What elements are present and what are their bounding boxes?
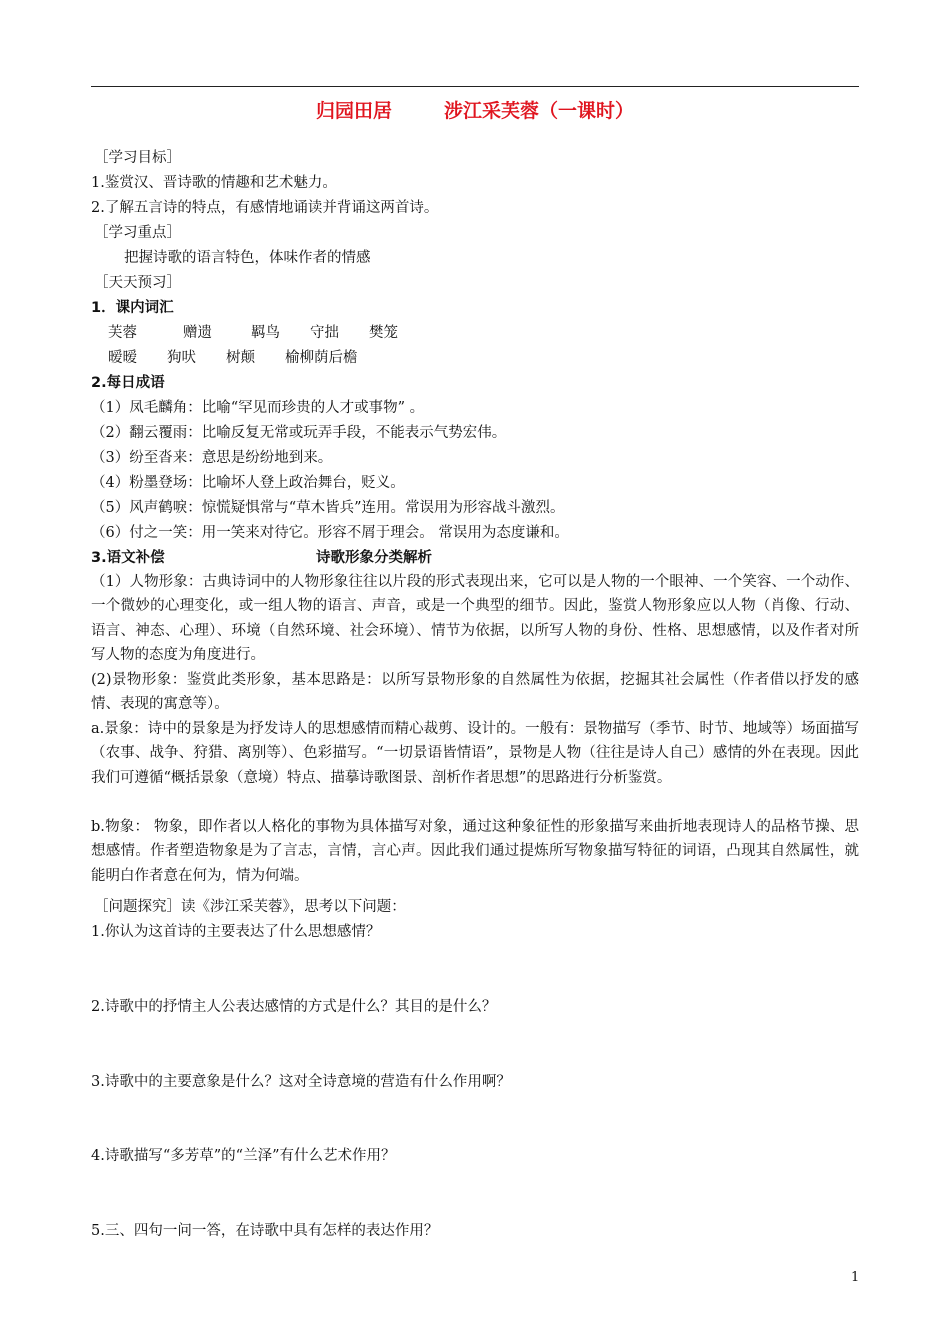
inquiry-heading: ［问题探究］读《涉江采芙蓉》，思考以下问题： — [94, 899, 406, 915]
question-item: 4.诗歌描写“多芳草”的“兰泽”有什么艺术作用？ — [91, 1148, 396, 1164]
title-right: 涉江采芙蓉（一课时） — [444, 100, 635, 122]
vocab-word: 樊笼 — [369, 325, 398, 341]
vocabulary-heading: 1．课内词汇 — [91, 300, 174, 316]
page-title — [0, 96, 950, 123]
question-item: 1.你认为这首诗的主要表达了什么思想感情？ — [91, 924, 381, 940]
idiom-item: （2）翻云覆雨：比喻反复无常或玩弄手段，不能表示气势宏伟。 — [91, 425, 507, 441]
idiom-item: （3）纷至沓来：意思是纷纷地到来。 — [91, 450, 333, 466]
idioms-heading: 2.每日成语 — [91, 375, 165, 391]
paragraph-object: b.物象： 物象，即作者以人格化的事物为具体描写对象，通过这种象征性的形象描写来曲折地表现诗人的品格节操、思想感情。作者塑造物象是为了言志，言情，言心声。因此我们通过提炼所写物象描写特征的词语，凸现其自然属性，就能明白作者意在何为，情为何端。 — [91, 819, 859, 884]
idiom-item: （5）风声鹤唳：惊慌疑惧常与“草木皆兵”连用。常误用为形容战斗激烈。 — [91, 500, 565, 516]
supplement-subtitle: 诗歌形象分类解析 — [316, 550, 432, 566]
vocab-word: 狗吠 — [167, 350, 196, 366]
paragraph-scene: a.景象：诗中的景象是为抒发诗人的思想感情而精心裁剪、设计的。一般有：景物描写（季节、时节、地域等）场面描写（农事、战争、狩猎、离别等）、色彩描写。“一切景语皆情语”，景物是人物（往往是诗人自己）感情的外在表现。因此我们可遵循“概括景象（意境）特点、描摹诗歌图景、剖析作者思想”的思路进行分析鉴赏。 — [91, 721, 859, 786]
vocab-word: 守拙 — [310, 325, 339, 341]
vocab-word: 树颠 — [226, 350, 255, 366]
question-item: 2.诗歌中的抒情主人公表达感情的方式是什么？其目的是什么？ — [91, 999, 497, 1015]
idiom-item: （1）凤毛麟角：比喻“罕见而珍贵的人才或事物” 。 — [91, 400, 425, 416]
title-left: 归园田居 — [315, 100, 392, 122]
key-points-heading: ［学习重点］ — [94, 225, 181, 241]
vocab-word: 榆柳荫后檐 — [285, 350, 358, 366]
vocab-word: 赠遗 — [183, 325, 212, 341]
paragraph-scenery-image: (2)景物形象：鉴赏此类形象，基本思路是：以所写景物形象的自然属性为依据，挖掘其社会属性（作者借以抒发的感情、表现的寓意等）。 — [91, 672, 859, 713]
page-number: 1 — [851, 1270, 860, 1285]
idiom-item: （6）付之一笑：用一笑来对待它。形容不屑于理会。 常误用为态度谦和。 — [91, 525, 569, 541]
header-rule — [91, 86, 859, 87]
vocab-word: 暧暧 — [108, 350, 137, 366]
objective-item-2: 2.了解五言诗的特点，有感情地诵读并背诵这两首诗。 — [91, 200, 439, 216]
paragraph-character-image: （1）人物形象：古典诗词中的人物形象往往以片段的形式表现出来，它可以是人物的一个眼神、一个笑容、一个动作、一个微妙的心理变化，或一组人物的语言、声音，或是一个典型的细节。因此，鉴赏人物形象应以人物（肖像、行动、语言、神态、心理）、环境（自然环境、社会环境）、情节为依据，以所写人物的身份、性格、思想感情，以及作者对所写人物的态度为角度进行。 — [91, 574, 859, 663]
vocab-word: 芙蓉 — [108, 325, 137, 341]
question-item: 5.三、四句一问一答，在诗歌中具有怎样的表达作用？ — [91, 1223, 439, 1239]
idiom-item: （4）粉墨登场：比喻坏人登上政治舞台，贬义。 — [91, 475, 405, 491]
key-points-text: 把握诗歌的语言特色，体味作者的情感 — [124, 250, 371, 266]
question-item: 3.诗歌中的主要意象是什么？这对全诗意境的营造有什么作用啊？ — [91, 1074, 511, 1090]
vocab-word: 羁鸟 — [251, 325, 280, 341]
supplement-heading: 3.语文补偿 — [91, 550, 165, 566]
objectives-heading: ［学习目标］ — [94, 150, 181, 166]
preview-heading: ［天天预习］ — [94, 275, 181, 291]
objective-item-1: 1.鉴赏汉、晋诗歌的情趣和艺术魅力。 — [91, 175, 337, 191]
